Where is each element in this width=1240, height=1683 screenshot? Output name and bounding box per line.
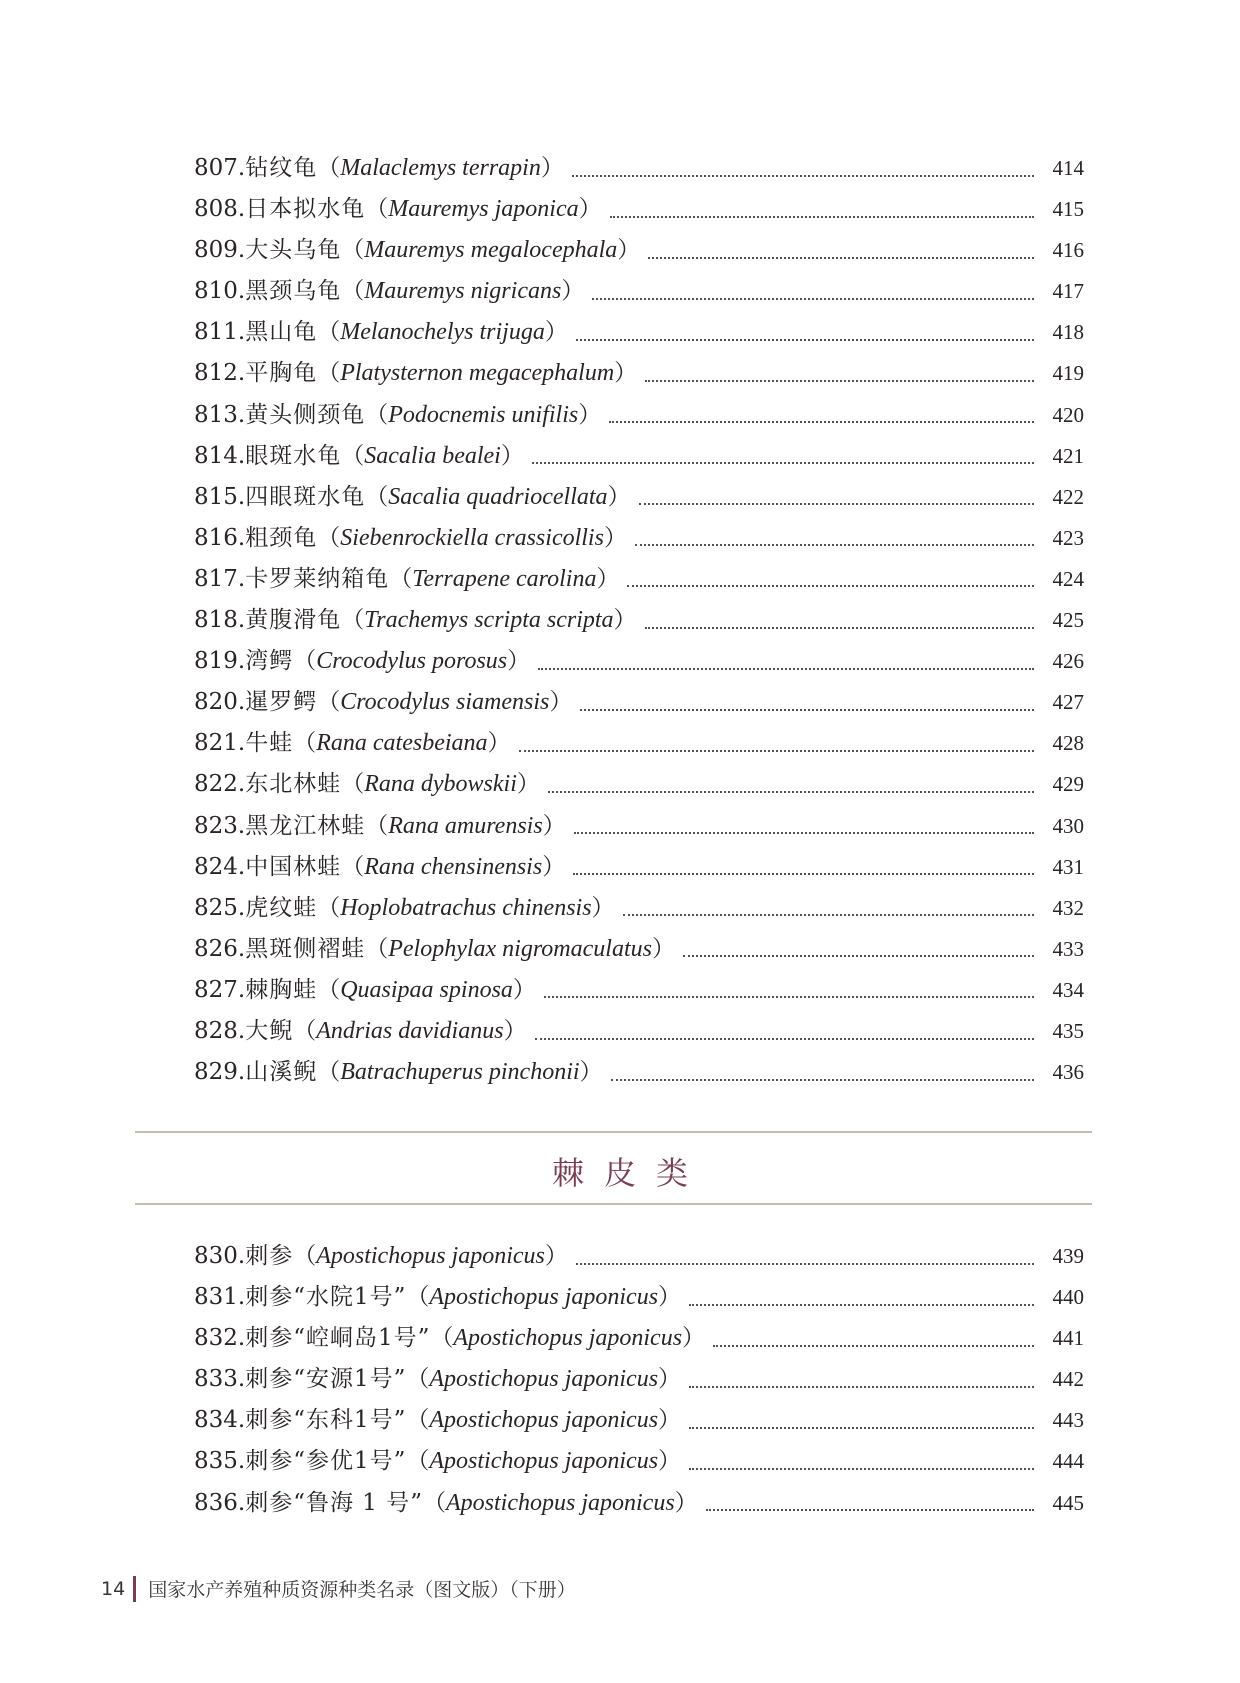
entry-paren-close: ） — [658, 1448, 682, 1475]
entry-leader-dots — [609, 419, 1034, 423]
toc-entry[interactable] — [194, 437, 1084, 478]
entry-page-number: 426 — [1052, 649, 1084, 674]
entry-paren-close: ） — [651, 935, 675, 962]
toc-entry[interactable] — [194, 807, 1084, 848]
entry-paren-open: （ — [365, 483, 389, 510]
toc-entry[interactable] — [194, 1319, 1084, 1360]
toc-entry[interactable] — [194, 1442, 1084, 1483]
entry-number: 816. — [194, 524, 246, 551]
entry-latin-name: Pelophylax nigromaculatus — [388, 935, 652, 962]
entry-page-number: 441 — [1052, 1326, 1084, 1351]
entry-chinese-name: 大鲵 — [245, 1017, 294, 1044]
entry-paren-open: （ — [317, 524, 341, 551]
entry-number: 810. — [194, 278, 246, 305]
page-number: 14 — [101, 1577, 126, 1600]
entry-chinese-name: 平胸龟 — [245, 360, 318, 387]
toc-entry[interactable] — [194, 231, 1084, 272]
entry-chinese-name: 四眼斑水龟 — [245, 483, 366, 510]
entry-latin-name: Quasipaa spinosa — [340, 976, 513, 1003]
entry-leader-dots — [532, 460, 1034, 464]
entry-latin-name: Crocodylus siamensis — [340, 689, 550, 716]
entry-paren-close: ） — [613, 607, 637, 634]
entry-page-number: 420 — [1052, 402, 1084, 427]
entry-paren-open: （ — [365, 812, 389, 839]
entry-paren-open: （ — [365, 196, 389, 223]
entry-paren-open: （ — [341, 278, 365, 305]
entry-page-number: 417 — [1052, 279, 1084, 304]
entry-leader-dots — [535, 1036, 1034, 1040]
entry-leader-dots — [713, 1343, 1034, 1347]
entry-paren-close: ） — [516, 771, 540, 798]
book-title: 国家水产养殖种质资源种类名录（图文版）（下册） — [148, 1579, 576, 1601]
entry-number: 808. — [194, 196, 246, 223]
entry-number: 832. — [194, 1325, 246, 1352]
entry-paren-open: （ — [317, 1059, 341, 1086]
toc-list-bottom — [194, 1237, 1084, 1525]
entry-page-number: 422 — [1052, 484, 1084, 509]
entry-leader-dots — [645, 625, 1034, 629]
entry-paren-open: （ — [430, 1325, 454, 1352]
entry-page-number: 443 — [1052, 1408, 1084, 1433]
entry-number: 809. — [194, 237, 246, 264]
entry-page-number: 433 — [1052, 936, 1084, 961]
entry-latin-name: Podocnemis unifilis — [388, 401, 579, 428]
entry-paren-close: ） — [579, 1059, 603, 1086]
entry-page-number: 419 — [1052, 361, 1084, 386]
entry-number: 829. — [194, 1059, 246, 1086]
entry-chinese-name: 中国林蛙 — [245, 853, 342, 880]
entry-number: 814. — [194, 442, 246, 469]
entry-latin-name: Malaclemys terrapin — [340, 155, 541, 181]
entry-number: 828. — [194, 1017, 246, 1044]
entry-page-number: 444 — [1052, 1449, 1084, 1474]
entry-paren-close: ） — [487, 730, 511, 757]
toc-entry[interactable] — [194, 519, 1084, 560]
entry-paren-close: ） — [503, 1017, 527, 1044]
entry-latin-name: Siebenrockiella crassicollis — [340, 524, 604, 551]
entry-paren-open: （ — [293, 648, 317, 675]
entry-paren-open: （ — [293, 1017, 317, 1044]
entry-latin-name: Apostichopus japonicus — [316, 1243, 545, 1269]
entry-page-number: 436 — [1052, 1060, 1084, 1085]
entry-paren-open: （ — [317, 689, 341, 716]
entry-chinese-name: 大头乌龟 — [245, 237, 342, 264]
entry-latin-name: Apostichopus japonicus — [453, 1325, 683, 1352]
entry-leader-dots — [645, 378, 1034, 382]
entry-number: 813. — [194, 401, 246, 428]
entry-chinese-name: 黑斑侧褶蛙 — [245, 935, 366, 962]
section-heading: 棘皮类 — [551, 1154, 708, 1192]
entry-latin-name: Apostichopus japonicus — [446, 1489, 675, 1516]
entry-page-number: 415 — [1052, 197, 1084, 222]
toc-entry[interactable] — [194, 765, 1084, 806]
entry-number: 831. — [194, 1284, 246, 1311]
entry-paren-close: ） — [603, 524, 627, 551]
toc-entry[interactable] — [194, 724, 1084, 765]
entry-leader-dots — [572, 173, 1034, 177]
entry-latin-name: Mauremys nigricans — [364, 278, 562, 305]
entry-number: 830. — [194, 1243, 246, 1269]
entry-paren-close: ） — [614, 360, 638, 387]
entry-leader-dots — [706, 1507, 1034, 1511]
entry-latin-name: Mauremys megalocephala — [364, 237, 618, 264]
entry-paren-open: （ — [341, 442, 365, 469]
entry-latin-name: Rana chensinensis — [364, 853, 543, 880]
entry-page-number: 431 — [1052, 854, 1084, 879]
section-divider-top — [135, 1131, 1092, 1133]
toc-entry[interactable] — [194, 560, 1084, 601]
toc-entry[interactable] — [194, 642, 1084, 683]
entry-page-number: 435 — [1052, 1018, 1084, 1043]
entry-number: 825. — [194, 894, 246, 921]
entry-latin-name: Mauremys japonica — [388, 196, 579, 223]
entry-chinese-name: 棘胸蛙 — [245, 976, 318, 1003]
entry-leader-dots — [538, 666, 1034, 670]
entry-chinese-name: 东北林蛙 — [245, 771, 342, 798]
entry-leader-dots — [639, 501, 1034, 505]
entry-chinese-name: 黄头侧颈龟 — [245, 401, 366, 428]
entry-latin-name: Apostichopus japonicus — [429, 1366, 659, 1393]
entry-paren-open: （ — [389, 565, 413, 592]
entry-page-number: 442 — [1052, 1367, 1084, 1392]
entry-latin-name: Sacalia bealei — [364, 442, 501, 469]
entry-page-number: 416 — [1052, 238, 1084, 263]
entry-number: 835. — [194, 1448, 246, 1475]
entry-number: 833. — [194, 1366, 246, 1393]
entry-leader-dots — [576, 337, 1034, 341]
toc-entry[interactable] — [194, 1053, 1084, 1094]
entry-number: 822. — [194, 771, 246, 798]
entry-chinese-name: 暹罗鳄 — [245, 689, 318, 716]
entry-paren-open: （ — [423, 1489, 446, 1516]
section-divider-bottom — [135, 1203, 1092, 1205]
entry-page-number: 421 — [1052, 443, 1084, 468]
entry-leader-dots — [548, 789, 1034, 793]
entry-page-number: 428 — [1052, 731, 1084, 756]
entry-leader-dots — [519, 748, 1034, 752]
entry-leader-dots — [623, 912, 1034, 916]
entry-paren-open: （ — [317, 894, 341, 921]
toc-entry[interactable] — [194, 478, 1084, 519]
toc-entry[interactable] — [194, 1484, 1084, 1525]
entry-paren-close: ） — [578, 401, 602, 428]
entry-chinese-name: 虎纹蛙 — [245, 894, 318, 921]
entry-page-number: 445 — [1052, 1490, 1084, 1515]
entry-chinese-name: 刺参“水院1号” — [245, 1284, 407, 1311]
entry-latin-name: Rana catesbeiana — [316, 730, 488, 757]
entry-paren-close: ） — [512, 976, 536, 1003]
entry-chinese-name: 黑龙江林蛙 — [245, 812, 366, 839]
entry-paren-open: （ — [406, 1448, 430, 1475]
entry-latin-name: Crocodylus porosus — [316, 648, 508, 675]
entry-latin-name: Apostichopus japonicus — [429, 1448, 659, 1475]
entry-leader-dots — [689, 1425, 1034, 1429]
entry-paren-close: ） — [591, 894, 615, 921]
entry-chinese-name: 卡罗莱纳箱龟 — [245, 565, 390, 592]
entry-paren-open: （ — [365, 935, 389, 962]
toc-entry[interactable] — [194, 396, 1084, 437]
entry-number: 834. — [194, 1407, 246, 1434]
entry-latin-name: Apostichopus japonicus — [429, 1284, 659, 1311]
entry-chinese-name: 山溪鲵 — [245, 1059, 318, 1086]
toc-entry[interactable] — [194, 149, 1084, 190]
entry-number: 836. — [194, 1489, 246, 1516]
entry-leader-dots — [544, 994, 1034, 998]
entry-chinese-name: 刺参 — [245, 1243, 294, 1269]
toc-entry[interactable] — [194, 1278, 1084, 1319]
entry-paren-close: ） — [578, 196, 602, 223]
entry-page-number: 439 — [1052, 1244, 1084, 1268]
entry-paren-close: ） — [682, 1325, 706, 1352]
entry-paren-open: （ — [317, 360, 341, 387]
entry-chinese-name: 黄腹滑龟 — [245, 607, 342, 634]
entry-number: 824. — [194, 853, 246, 880]
entry-leader-dots — [580, 707, 1034, 711]
page-footer — [101, 1575, 576, 1602]
entry-chinese-name: 粗颈龟 — [245, 524, 318, 551]
entry-page-number: 434 — [1052, 977, 1084, 1002]
toc-entry[interactable] — [194, 889, 1084, 930]
entry-paren-close: ） — [617, 237, 641, 264]
entry-number: 818. — [194, 607, 246, 634]
entry-paren-open: （ — [317, 319, 341, 346]
entry-page-number: 423 — [1052, 525, 1084, 550]
entry-page-number: 440 — [1052, 1285, 1084, 1310]
entry-number: 812. — [194, 360, 246, 387]
entry-latin-name: Rana dybowskii — [364, 771, 517, 798]
toc-entry[interactable] — [194, 272, 1084, 313]
toc-entry[interactable] — [194, 971, 1084, 1012]
entry-leader-dots — [576, 1261, 1034, 1265]
entry-leader-dots — [611, 1077, 1034, 1081]
footer-divider — [133, 1576, 136, 1602]
entry-number: 820. — [194, 689, 246, 716]
entry-paren-close: ） — [561, 278, 585, 305]
toc-entry[interactable] — [194, 1012, 1084, 1053]
entry-paren-open: （ — [406, 1284, 430, 1311]
entry-chinese-name: 刺参“安源1号” — [245, 1366, 407, 1393]
toc-entry[interactable] — [194, 1237, 1084, 1278]
entry-page-number: 425 — [1052, 608, 1084, 633]
entry-paren-open: （ — [341, 607, 365, 634]
entry-leader-dots — [683, 953, 1034, 957]
entry-leader-dots — [648, 255, 1034, 259]
entry-chinese-name: 黑颈乌龟 — [245, 278, 342, 305]
entry-page-number: 429 — [1052, 772, 1084, 797]
entry-leader-dots — [574, 830, 1034, 834]
entry-paren-open: （ — [293, 1243, 317, 1269]
entry-paren-close: ） — [540, 155, 564, 181]
entry-latin-name: Melanochelys trijuga — [340, 319, 545, 346]
entry-chinese-name: 日本拟水龟 — [245, 196, 366, 223]
entry-number: 826. — [194, 935, 246, 962]
entry-paren-close: ） — [507, 648, 531, 675]
entry-latin-name: Terrapene carolina — [412, 565, 597, 592]
toc-entry[interactable] — [194, 313, 1084, 354]
entry-number: 823. — [194, 812, 246, 839]
entry-paren-close: ） — [549, 689, 573, 716]
entry-latin-name: Trachemys scripta scripta — [364, 607, 614, 634]
entry-leader-dots — [610, 214, 1034, 218]
toc-entry[interactable] — [194, 848, 1084, 889]
entry-latin-name: Sacalia quadriocellata — [388, 483, 608, 510]
entry-chinese-name: 刺参“崆峒岛1号” — [245, 1325, 431, 1352]
entry-paren-open: （ — [317, 155, 341, 181]
entry-paren-open: （ — [341, 771, 365, 798]
entry-page-number: 427 — [1052, 690, 1084, 715]
entry-number: 827. — [194, 976, 246, 1003]
entry-paren-close: ） — [674, 1489, 698, 1516]
entry-leader-dots — [689, 1302, 1034, 1306]
entry-paren-close: ） — [500, 442, 524, 469]
entry-latin-name: Apostichopus japonicus — [429, 1407, 659, 1434]
entry-paren-close: ） — [544, 319, 568, 346]
entry-chinese-name: 刺参“参优1号” — [245, 1448, 407, 1475]
entry-chinese-name: 湾鳄 — [245, 648, 294, 675]
toc-entry[interactable] — [194, 683, 1084, 724]
entry-leader-dots — [573, 871, 1034, 875]
entry-number: 811. — [194, 319, 246, 346]
entry-latin-name: Rana amurensis — [388, 812, 543, 839]
entry-number: 807. — [194, 155, 246, 181]
toc-entry[interactable] — [194, 930, 1084, 971]
entry-page-number: 432 — [1052, 895, 1084, 920]
entry-paren-open: （ — [341, 853, 365, 880]
entry-paren-close: ） — [658, 1284, 682, 1311]
entry-paren-open: （ — [317, 976, 341, 1003]
entry-number: 817. — [194, 565, 246, 592]
entry-number: 821. — [194, 730, 246, 757]
entry-paren-close: ） — [542, 853, 566, 880]
entry-latin-name: Batrachuperus pinchonii — [340, 1059, 580, 1086]
entry-leader-dots — [627, 583, 1034, 587]
entry-chinese-name: 刺参“鲁海 1 号” — [245, 1489, 423, 1516]
entry-paren-close: ） — [544, 1243, 568, 1269]
entry-latin-name: Hoplobatrachus chinensis — [340, 894, 592, 921]
entry-page-number: 414 — [1052, 156, 1084, 180]
entry-paren-open: （ — [406, 1366, 430, 1393]
entry-paren-close: ） — [607, 483, 631, 510]
toc-entry[interactable] — [194, 1360, 1084, 1401]
entry-paren-open: （ — [365, 401, 389, 428]
entry-chinese-name: 牛蛙 — [245, 730, 294, 757]
entry-leader-dots — [635, 542, 1034, 546]
entry-paren-close: ） — [596, 565, 620, 592]
entry-chinese-name: 刺参“东科1号” — [245, 1407, 407, 1434]
entry-chinese-name: 眼斑水龟 — [245, 442, 342, 469]
entry-paren-open: （ — [406, 1407, 430, 1434]
entry-page-number: 424 — [1052, 566, 1084, 591]
entry-chinese-name: 黑山龟 — [245, 319, 318, 346]
entry-leader-dots — [592, 296, 1034, 300]
entry-latin-name: Platysternon megacephalum — [340, 360, 615, 387]
entry-latin-name: Andrias davidianus — [316, 1017, 504, 1044]
toc-entry[interactable] — [194, 190, 1084, 231]
entry-paren-close: ） — [658, 1366, 682, 1393]
toc-entry[interactable] — [194, 354, 1084, 395]
entry-paren-close: ） — [542, 812, 566, 839]
entry-chinese-name: 钻纹龟 — [245, 155, 318, 181]
entry-paren-close: ） — [658, 1407, 682, 1434]
entry-paren-open: （ — [293, 730, 317, 757]
toc-entry[interactable] — [194, 1401, 1084, 1442]
entry-leader-dots — [689, 1384, 1034, 1388]
entry-number: 819. — [194, 648, 246, 675]
entry-page-number: 430 — [1052, 813, 1084, 838]
entry-leader-dots — [689, 1466, 1034, 1470]
toc-list-top — [194, 149, 1084, 1094]
entry-number: 815. — [194, 483, 246, 510]
entry-page-number: 418 — [1052, 320, 1084, 345]
toc-entry[interactable] — [194, 601, 1084, 642]
entry-paren-open: （ — [341, 237, 365, 264]
